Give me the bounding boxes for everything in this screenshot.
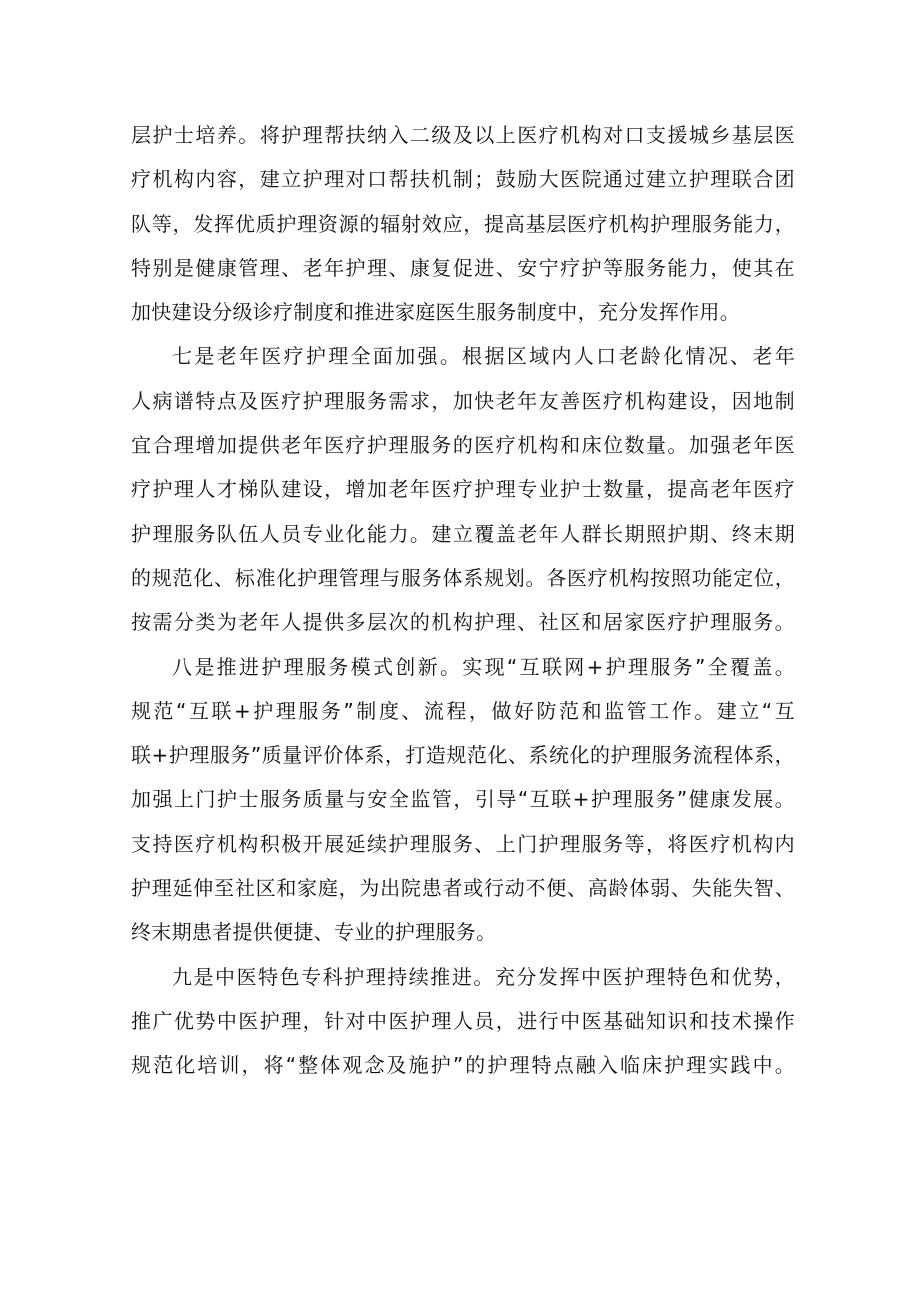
text-line: 按需分类为老年人提供多层次的机构护理、社区和居家医疗护理服务。: [131, 610, 795, 635]
text-line: 队等，发挥优质护理资源的辐射效应，提高基层医疗机构护理服务能力，: [131, 211, 795, 236]
text-line: 加强上门护士服务质量与安全监管，引导“互联+护理服务”健康发展。: [131, 787, 795, 812]
paragraph-first-line: 九是中医特色专科护理持续推进。充分发挥中医护理特色和优势，: [172, 964, 795, 989]
paragraph-first-line: 八是推进护理服务模式创新。实现“互联网+护理服务”全覆盖。: [172, 654, 795, 679]
text-line: 支持医疗机构积极开展延续护理服务、上门护理服务等，将医疗机构内: [131, 831, 795, 856]
paragraph-first-line: 七是老年医疗护理全面加强。根据区域内人口老龄化情况、老年: [172, 344, 795, 369]
text-line: 护理延伸至社区和家庭，为出院患者或行动不便、高龄体弱、失能失智、: [131, 876, 795, 901]
text-line: 疗机构内容，建立护理对口帮扶机制；鼓励大医院通过建立护理联合团: [131, 167, 795, 192]
text-line: 护理服务队伍人员专业化能力。建立覆盖老年人群长期照护期、终末期: [131, 521, 795, 546]
text-line: 规范“互联+护理服务”制度、流程，做好防范和监管工作。建立“互: [131, 698, 795, 723]
text-line: 终末期患者提供便捷、专业的护理服务。: [131, 920, 497, 945]
text-line: 规范化培训，将“整体观念及施护”的护理特点融入临床护理实践中。: [131, 1053, 795, 1078]
document-body: [131, 113, 795, 1088]
text-line: 宜合理增加提供老年医疗护理服务的医疗机构和床位数量。加强老年医: [131, 433, 795, 458]
text-line: 特别是健康管理、老年护理、康复促进、安宁疗护等服务能力，使其在: [131, 255, 795, 280]
text-line: 联+护理服务”质量评价体系，打造规范化、系统化的护理服务流程体系，: [131, 743, 795, 768]
text-line: 的规范化、标准化护理管理与服务体系规划。各医疗机构按照功能定位，: [131, 565, 795, 590]
text-line: 加快建设分级诊疗制度和推进家庭医生服务制度中，充分发挥作用。: [131, 300, 740, 325]
text-line: 疗护理人才梯队建设，增加老年医疗护理专业护士数量，提高老年医疗: [131, 477, 795, 502]
text-line: 推广优势中医护理，针对中医护理人员，进行中医基础知识和技术操作: [131, 1008, 795, 1033]
text-line: 人病谱特点及医疗护理服务需求，加快老年友善医疗机构建设，因地制: [131, 388, 795, 413]
text-line: 层护士培养。将护理帮扶纳入二级及以上医疗机构对口支援城乡基层医: [131, 123, 795, 147]
